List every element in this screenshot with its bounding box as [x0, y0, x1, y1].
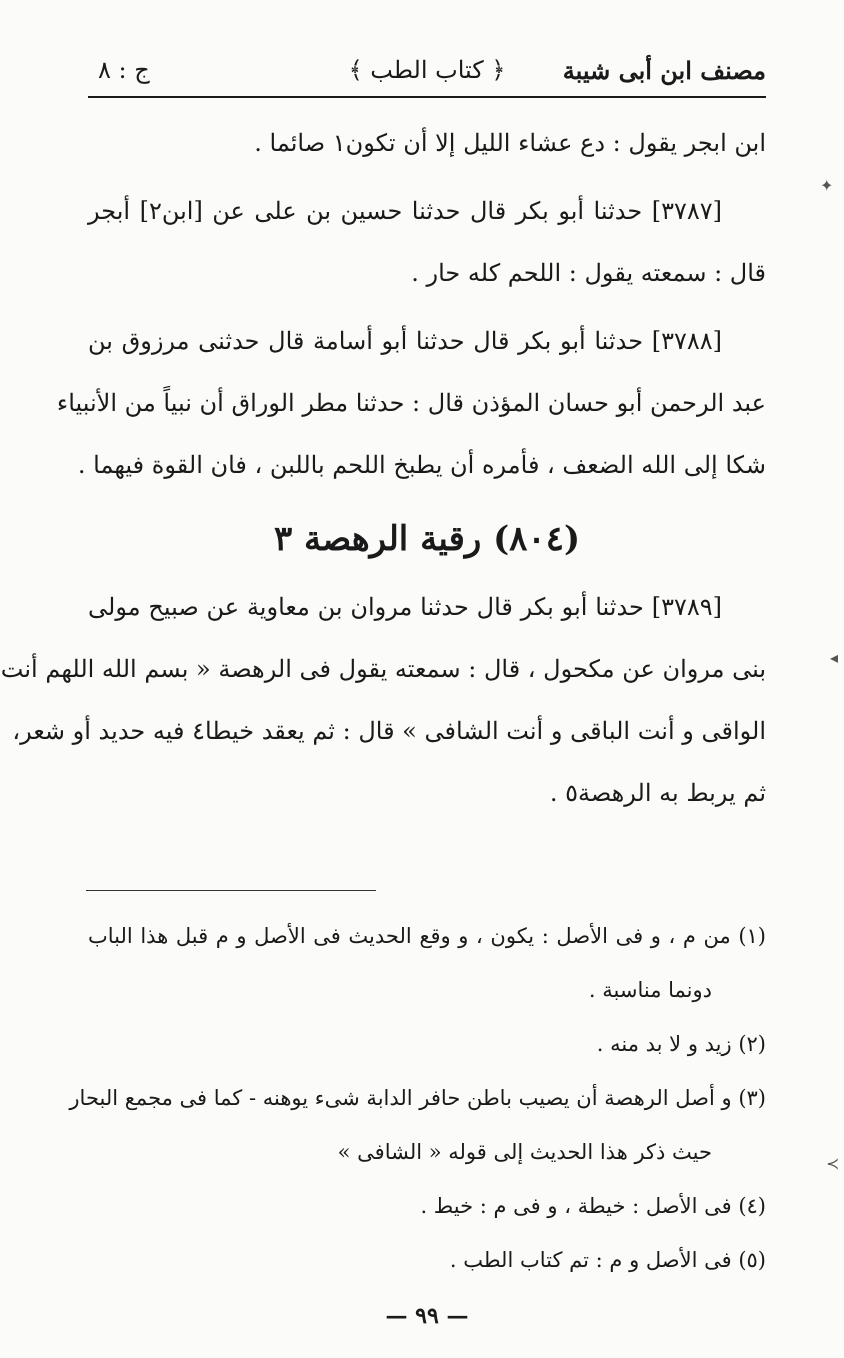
hadith-3787-line: [٣٧٨٧] حدثنا أبو بكر قال حدثنا حسين بن على عن [ابن٢] أبجر	[88, 197, 722, 225]
main-text	[0, 112, 766, 824]
hadith-3789-line: [٣٧٨٩] حدثنا أبو بكر قال حدثنا مروان بن معاوية عن صبيح مولى	[88, 593, 722, 621]
book-page	[0, 48, 766, 1338]
margin-mark: ◂	[830, 648, 839, 667]
text-line: عبد الرحمن أبو حسان المؤذن قال : حدثنا مطر الوراق أن نبياً من الأنبياء	[56, 389, 766, 417]
text-line: بنى مروان عن مكحول ، قال : سمعته يقول فى الرهصة « بسم الله اللهم أنت	[0, 655, 766, 683]
footnote-2: (٢) زيد و لا بد منه .	[596, 1032, 766, 1056]
page-number: — ٩٩ —	[385, 1303, 469, 1329]
footnote-divider	[86, 890, 376, 891]
footnote-1-continued: دونما مناسبة .	[588, 978, 712, 1002]
footnote-1: (١) من م ، و فى الأصل : يكون ، و وقع الحديث فى الأصل و م قبل هذا الباب	[88, 924, 766, 948]
margin-mark: ✦	[820, 176, 834, 195]
book-title: مصنف ابن أبى شيبة	[562, 56, 766, 85]
footnote-5: (٥) فى الأصل و م : تم كتاب الطب .	[449, 1248, 766, 1272]
text-line: شكا إلى الله الضعف ، فأمره أن يطبخ اللحم باللبن ، فان القوة فيهما .	[77, 451, 766, 479]
text-line: الواقى و أنت الباقى و أنت الشافى » قال : ثم يعقد خيطا٤ فيه حديد أو شعر،	[12, 717, 766, 745]
margin-mark: ≺	[826, 1154, 840, 1173]
volume-number: ج : ٨	[98, 56, 150, 84]
page-header	[88, 48, 766, 98]
footnote-3-continued: حيث ذكر هذا الحديث إلى قوله « الشافى »	[337, 1140, 712, 1164]
chapter-title: ﴿ كتاب الطب ﴾	[348, 56, 506, 84]
section-heading: (٨٠٤) رقية الرهصة ٣	[273, 519, 581, 559]
footnote-3: (٣) و أصل الرهصة أن يصيب باطن حافر الدابة شىء يوهنه - كما فى مجمع البحار	[69, 1086, 766, 1110]
text-line: ابن ابجر يقول : دع عشاء الليل إلا أن تكون١ صائما .	[254, 129, 766, 157]
footnotes	[69, 909, 766, 1287]
hadith-3788-line: [٣٧٨٨] حدثنا أبو بكر قال حدثنا أبو أسامة قال حدثنى مرزوق بن	[88, 327, 722, 355]
text-line: قال : سمعته يقول : اللحم كله حار .	[411, 259, 766, 287]
text-line: ثم يربط به الرهصة٥ .	[549, 779, 766, 807]
footnote-4: (٤) فى الأصل : خيطة ، و فى م : خيط .	[420, 1194, 766, 1218]
